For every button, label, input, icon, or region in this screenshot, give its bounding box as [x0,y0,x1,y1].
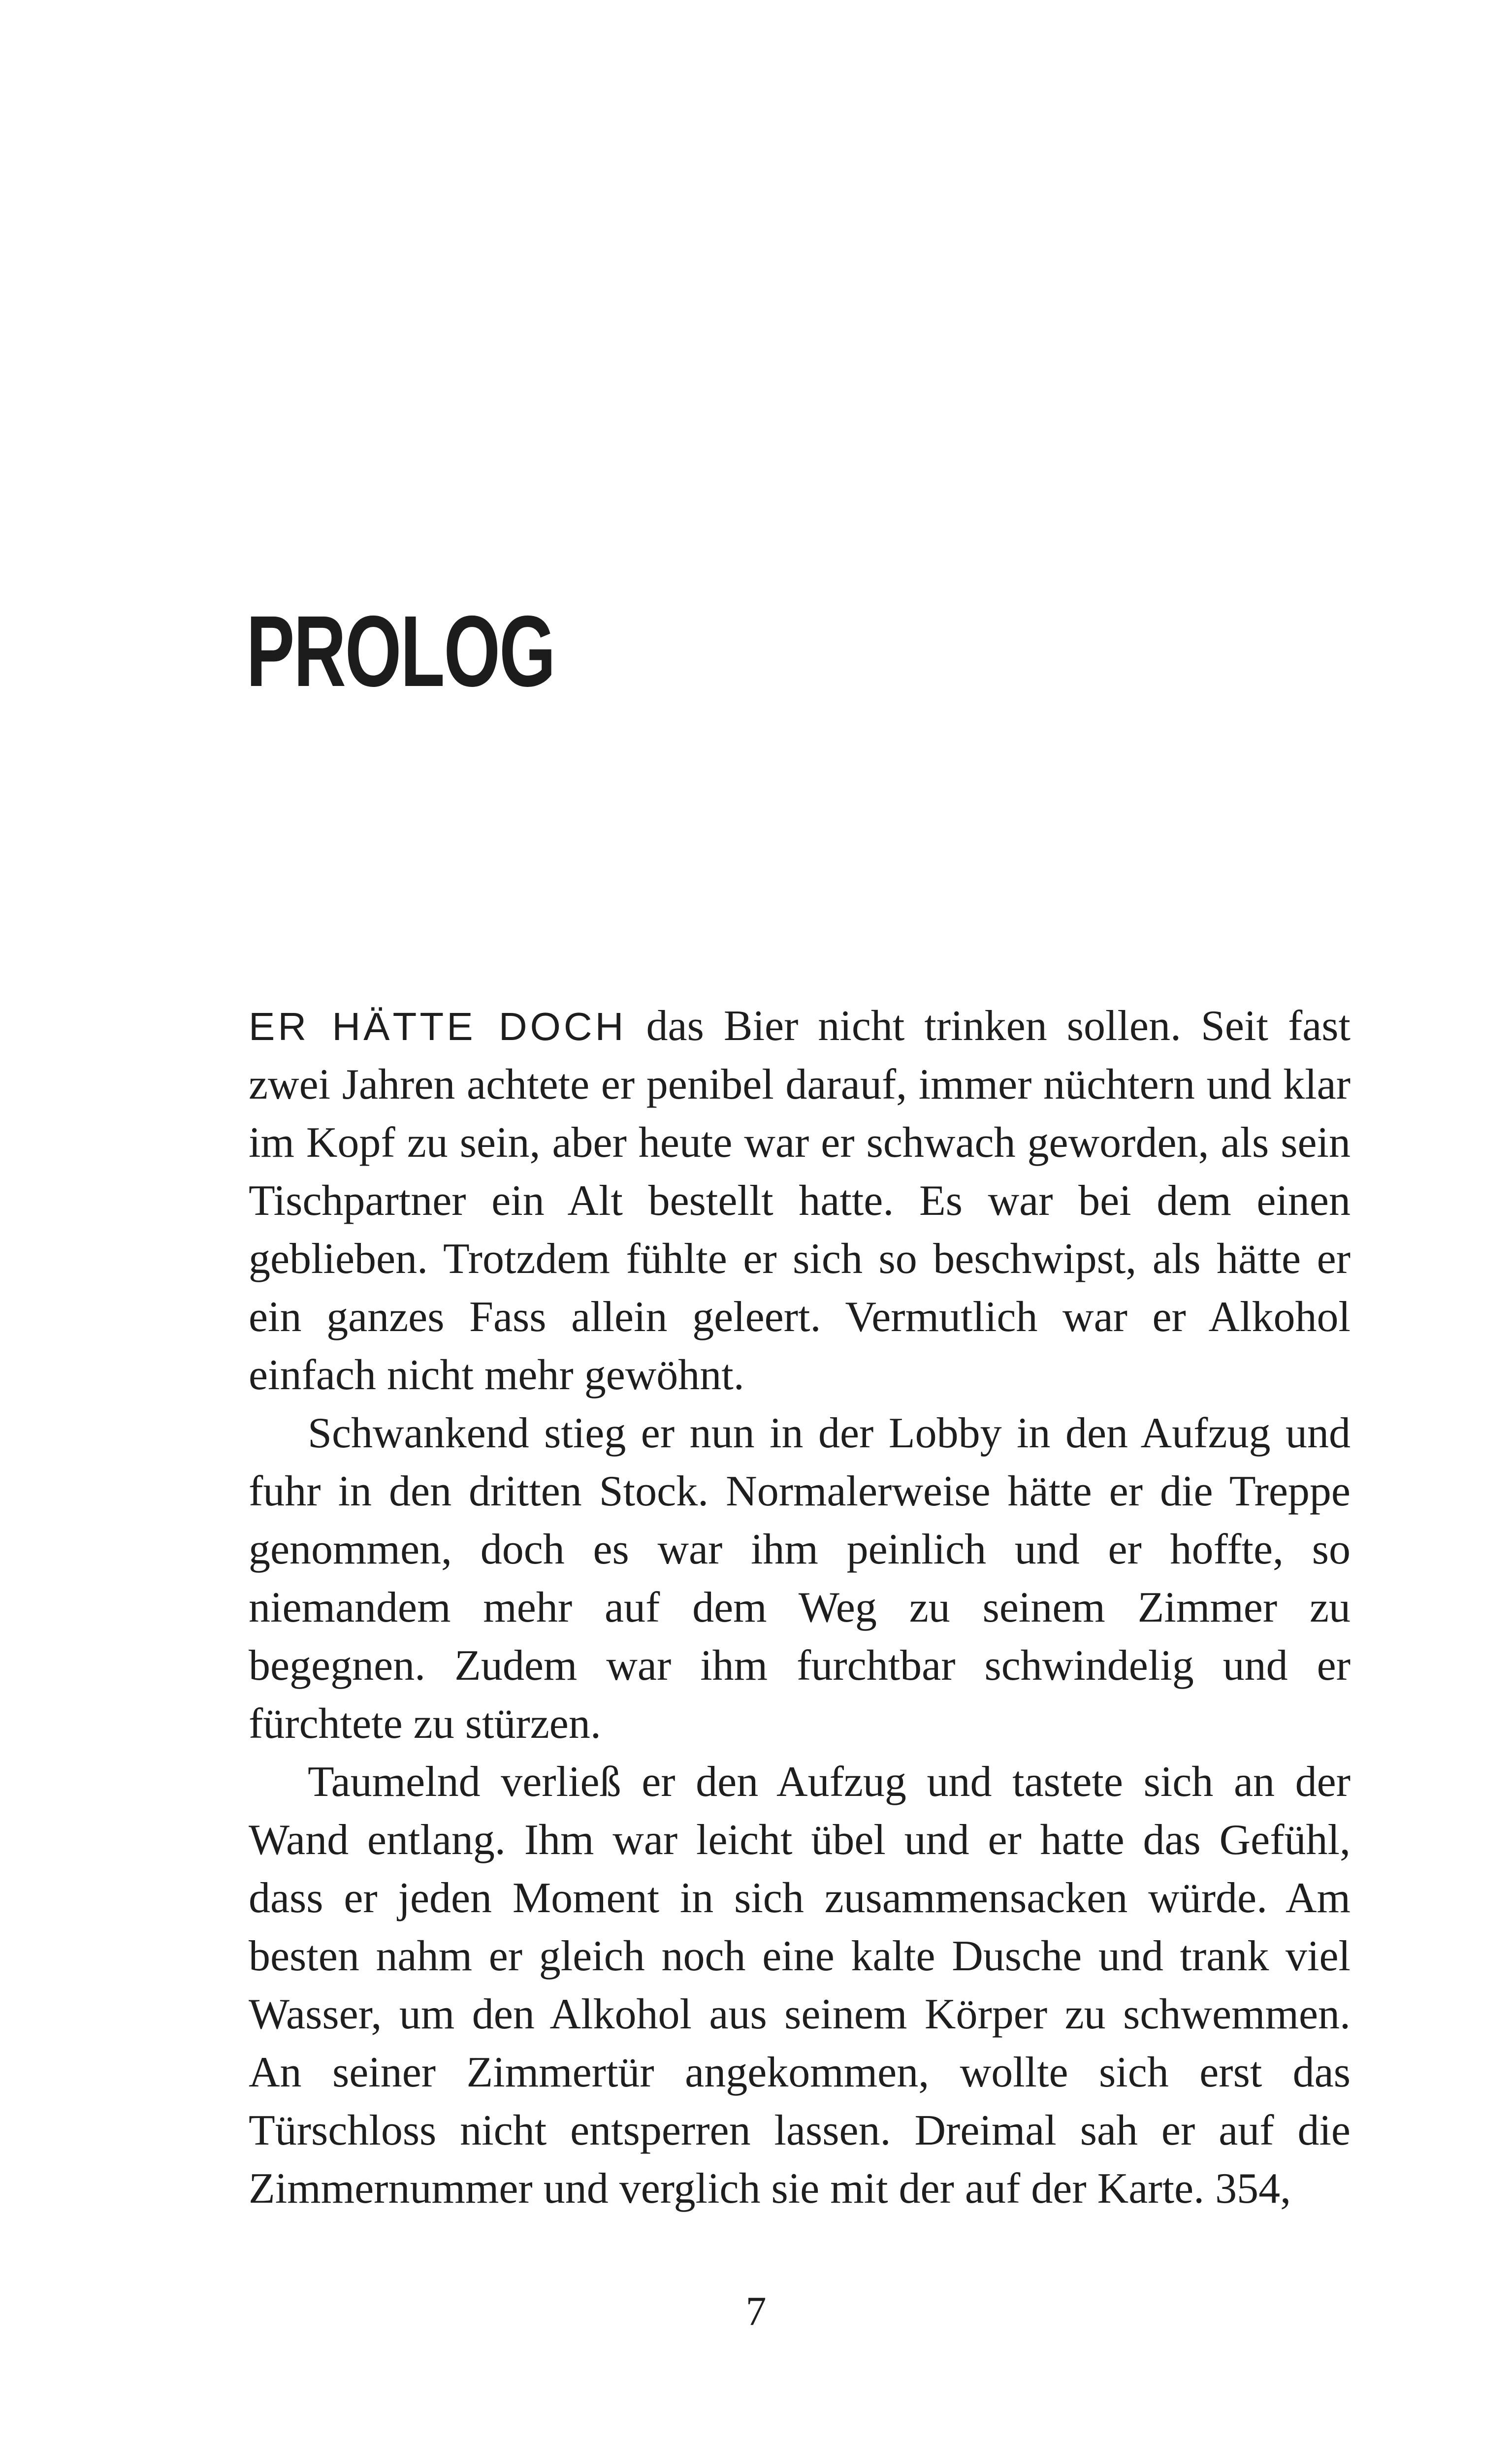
chapter-title: PROLOG [246,595,555,708]
lead-words: ER HÄTTE DOCH [249,1005,627,1048]
paragraph-1 [249,997,1351,1404]
paragraph-1-text: das Bier nicht trinken sollen. Seit fast zwei Jahren achtete er penibel darauf, immer nüchtern und klar im Kopf zu sein, aber heute war er schwach geworden, als sein Tischpartner ein Alt bestellt hatte. Es war bei dem einen geblieben. Trotzdem fühlte er sich so beschwipst, als hätte er ein ganzes Fass allein geleert. Vermutlich war er Alkohol einfach nicht mehr gewöhnt. [249,1002,1351,1399]
page-number: 7 [745,2288,767,2334]
paragraph-2: Schwankend stieg er nun in der Lobby in den Aufzug und fuhr in den dritten Stock. Normalerweise hätte er die Treppe genommen, doch es war ihm peinlich und er hoffte, so niemandem mehr auf dem Weg zu seinem Zimmer zu begegnen. Zudem war ihm furchtbar schwindelig und er fürchtete zu stürzen. [249,1409,1351,1748]
paragraph-3: Taumelnd verließ er den Aufzug und tastete sich an der Wand entlang. Ihm war leicht übel und er hatte das Gefühl, dass er jeden Moment in sich zusammensacken würde. Am besten nahm er gleich noch eine kalte Dusche und trank viel Wasser, um den Alkohol aus seinem Körper zu schwemmen. An seiner Zimmertür angekommen, wollte sich erst das Türschloss nicht entsperren lassen. Dreimal sah er auf die Zimmernummer und verglich sie mit der auf der Karte. 354, [249,1758,1351,2213]
body-text [249,997,1351,2218]
